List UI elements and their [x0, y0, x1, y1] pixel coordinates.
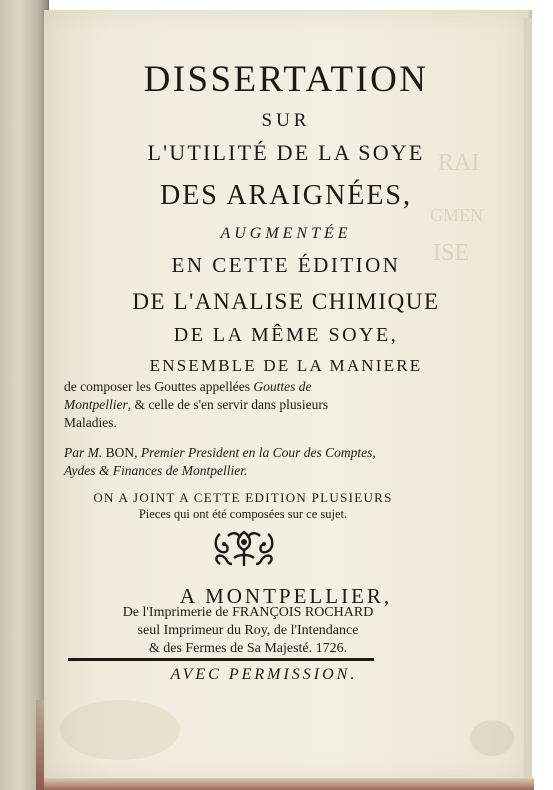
description-line-2 [64, 396, 434, 414]
pieces-notice: Pieces qui ont été composées sur ce sujet. [138, 507, 348, 521]
description-text: , & celle de s'en servir dans plusieurs [127, 397, 329, 412]
description-line-1 [64, 378, 434, 396]
bleed-through-text: GMEN [430, 205, 483, 225]
title-ensemble: ENSEMBLE DE LA MANIERE [149, 356, 423, 375]
book-title: DISSERTATION [143, 59, 429, 100]
imprint-city: A MONTPELLIER, [179, 584, 393, 608]
title-augmentee: AUGMENTÉE [220, 225, 352, 242]
description-italic: Montpellier [64, 397, 128, 412]
printers-ornament-icon [212, 528, 276, 570]
imprint-line-1: De l'Imprimerie de FRANÇOIS ROCHARD [122, 605, 374, 620]
permission-line: AVEC PERMISSION. [170, 666, 358, 683]
title-meme-soye: DE LA MÊME SOYE, [173, 324, 399, 346]
author-title: , Premier President en la Cour des Comptes, [134, 445, 376, 460]
printed-rule [68, 658, 374, 661]
description-line-3: Maladies. [64, 415, 117, 430]
author-line-1 [64, 444, 434, 462]
title-utilite: L'UTILITÉ DE LA SOYE [147, 140, 425, 165]
bleed-through-text: ISE [433, 240, 469, 266]
author-name: BON [105, 445, 135, 460]
title-sur: SUR [261, 110, 311, 131]
imprint-line-2: seul Imprimeur du Roy, de l'Intendance [137, 623, 359, 638]
bleed-through-text: RAI [438, 150, 480, 176]
joint-notice: ON A JOINT A CETTE EDITION PLUSIEURS [93, 490, 393, 505]
page-edges [524, 18, 532, 782]
description-text: de composer les Gouttes appellées [64, 379, 254, 394]
description-italic: Gouttes de [253, 379, 312, 394]
book-binding [0, 0, 49, 790]
title-edition: EN CETTE ÉDITION [171, 253, 401, 277]
paper-stain [470, 720, 514, 756]
title-araignees: DES ARAIGNÉES, [159, 180, 412, 211]
page-bottom-edge [44, 778, 534, 790]
title-analise: DE L'ANALISE CHIMIQUE [132, 289, 440, 314]
imprint-line-3: & des Fermes de Sa Majesté. 1726. [148, 641, 348, 656]
paper-stain [60, 700, 180, 760]
author-line-2: Aydes & Finances de Montpellier. [64, 463, 248, 478]
author-prefix: Par M. [64, 445, 106, 460]
